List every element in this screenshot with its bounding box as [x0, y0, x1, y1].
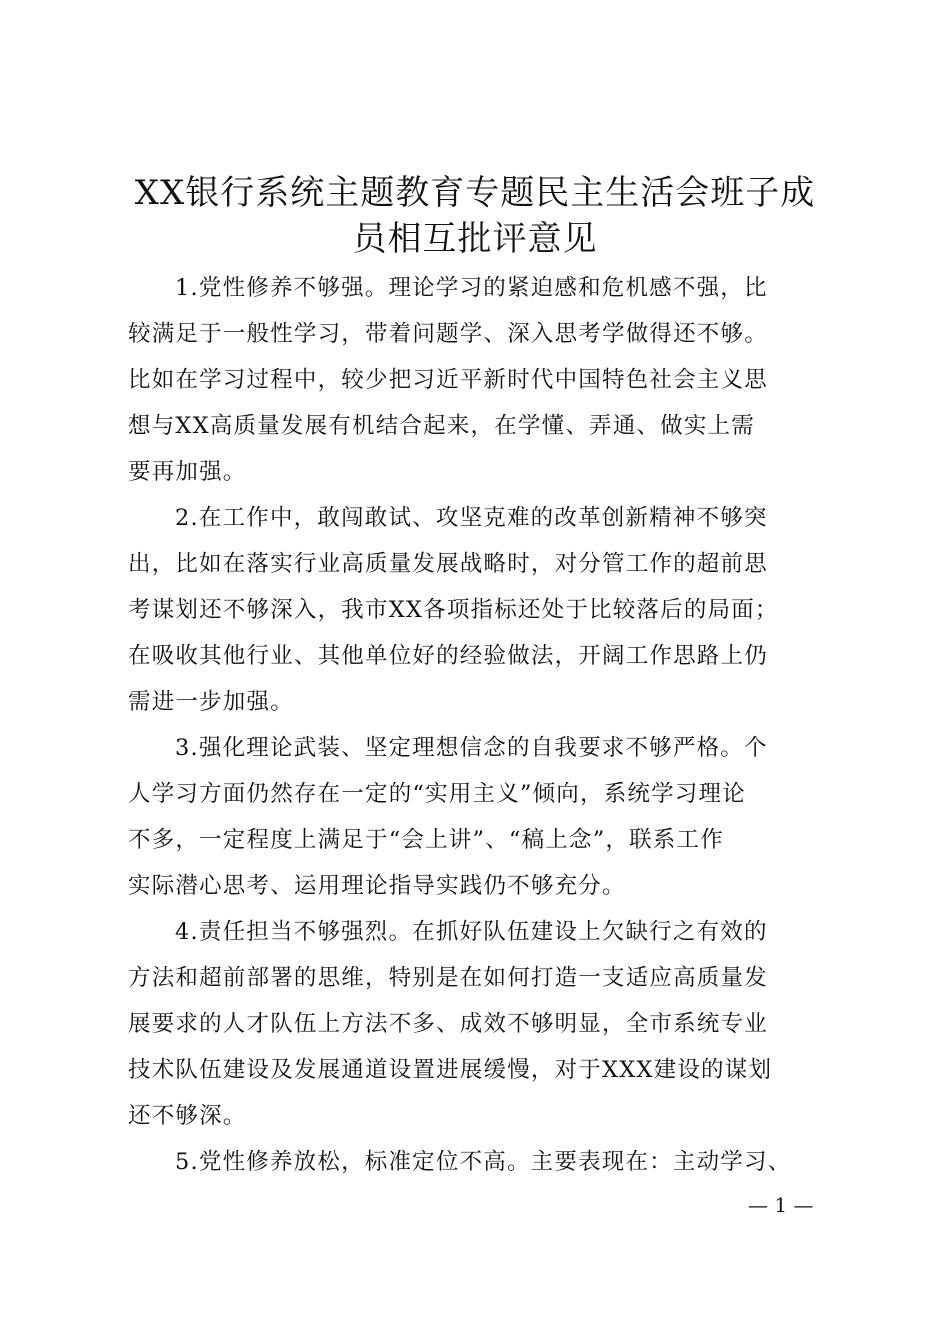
- paragraph-2-line-4: 在吸收其他行业、其他单位好的经验做法，开阔工作思路上仍: [128, 643, 768, 669]
- paragraph-1-line-1: 1.党性修养不够强。理论学习的紧迫感和危机感不强，比: [175, 275, 768, 301]
- paragraph-3-line-4: 实际潜心思考、运用理论指导实践仍不够充分。: [128, 873, 626, 899]
- paragraph-2-line-3: 考谋划还不够深入，我市XX各项指标还处于比较落后的局面；: [128, 597, 779, 623]
- paragraph-4-line-4: 技术队伍建设及发展通道设置进展缓慢，对于XXX建设的谋划: [128, 1057, 773, 1083]
- paragraph-2-line-1: 2.在工作中，敢闯敢试、攻坚克难的改革创新精神不够突: [175, 505, 768, 531]
- document-title-line-2: 员相互批评意见: [352, 219, 598, 259]
- document-title-line-1: XX银行系统主题教育专题民主生活会班子成: [134, 173, 816, 213]
- paragraph-1-line-2: 较满足于一般性学习，带着问题学、深入思考学做得还不够。: [128, 321, 768, 347]
- paragraph-1-line-4: 想与XX高质量发展有机结合起来，在学懂、弄通、做实上需: [128, 413, 755, 439]
- paragraph-4-line-2: 方法和超前部署的思维，特别是在如何打造一支适应高质量发: [128, 965, 768, 991]
- paragraph-2-line-5: 需进一步加强。: [128, 689, 294, 715]
- paragraph-1-line-5: 要再加强。: [128, 459, 247, 485]
- paragraph-4-line-5: 还不够深。: [128, 1103, 247, 1129]
- paragraph-2-line-2: 出，比如在落实行业高质量发展战略时，对分管工作的超前思: [128, 551, 768, 577]
- paragraph-4-line-1: 4.责任担当不够强烈。在抓好队伍建设上欠缺行之有效的: [175, 919, 768, 945]
- paragraph-3-line-1: 3.强化理论武装、坚定理想信念的自我要求不够严格。个: [175, 735, 768, 761]
- paragraph-3-line-2: 人学习方面仍然存在一定的“实用主义”倾向，系统学习理论: [128, 781, 746, 807]
- paragraph-3-line-3: 不多，一定程度上满足于“会上讲”、“稿上念”，联系工作: [128, 827, 724, 853]
- page-number: — 1 —: [748, 1193, 814, 1217]
- paragraph-1-line-3: 比如在学习过程中，较少把习近平新时代中国特色社会主义思: [128, 367, 768, 393]
- paragraph-5-line-1: 5.党性修养放松，标准定位不高。主要表现在：主动学习、: [175, 1149, 792, 1175]
- paragraph-4-line-3: 展要求的人才队伍上方法不多、成效不够明显，全市系统专业: [128, 1011, 768, 1037]
